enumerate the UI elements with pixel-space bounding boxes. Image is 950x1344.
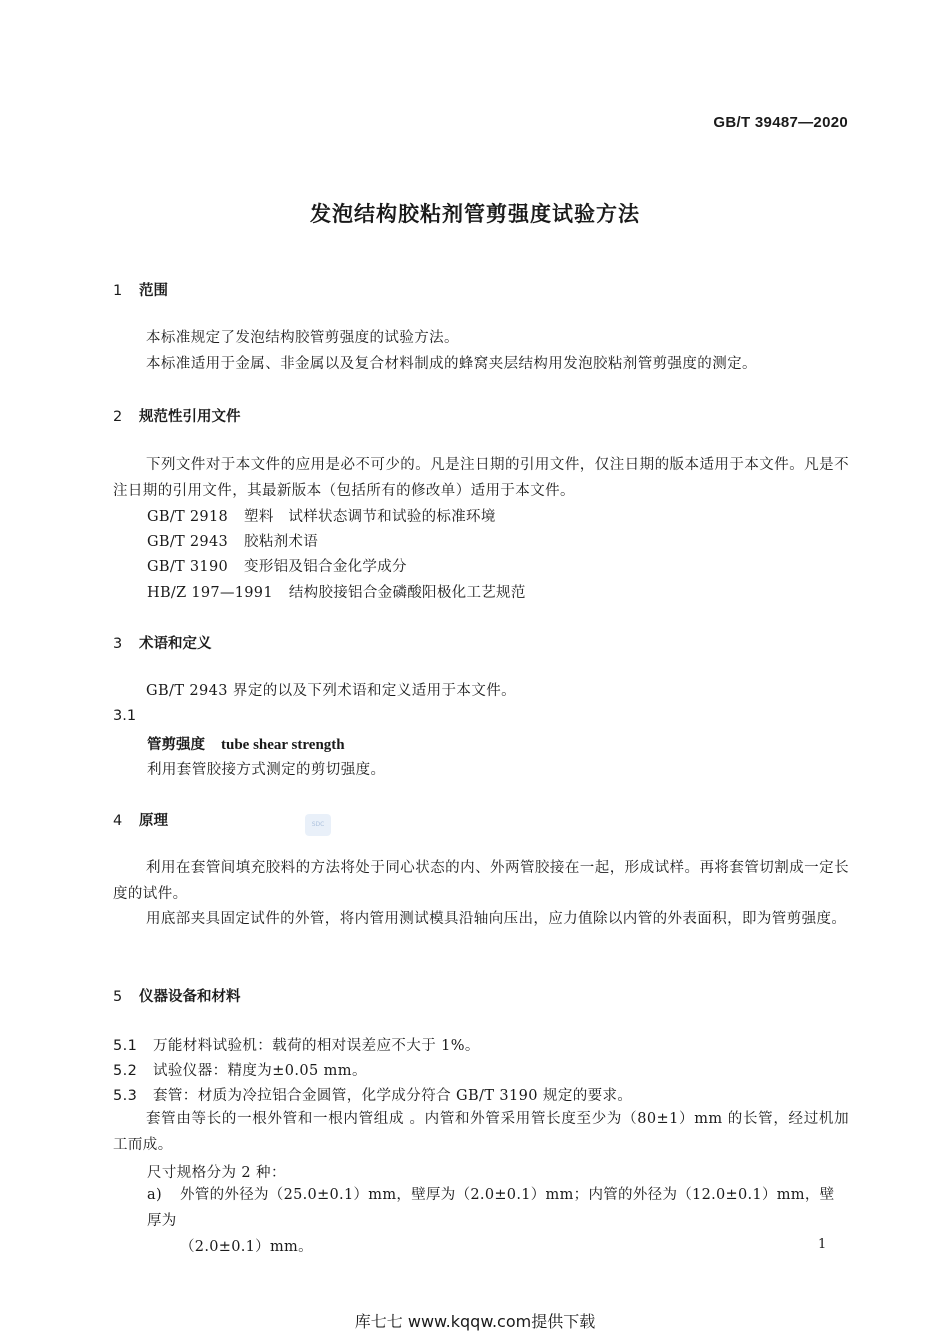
section-3-heading <box>113 632 212 653</box>
list-item-a <box>147 1182 849 1260</box>
section-4-paragraph-1: 利用在套管间填充胶料的方法将处于同心状态的内、外两管胶接在一起，形成试样。再将套管切割成一定长度的试件。 <box>113 860 849 902</box>
section-number: 1 <box>113 283 123 299</box>
section-2-heading <box>113 405 241 426</box>
clause-number: 5.2 <box>113 1063 138 1079</box>
download-footer: 库七七 www.kqqw.com提供下载 <box>354 1312 596 1331</box>
list-text-line-1: 外管的外径为（25.0±0.1）mm，壁厚为（2.0±0.1）mm；内管的外径为（12.0±0.1）mm，壁厚为 <box>147 1187 835 1229</box>
section-title: 仪器设备和材料 <box>139 989 241 1005</box>
section-3-intro: GB/T 2943 界定的以及下列术语和定义适用于本文件。 <box>146 683 517 699</box>
clause-text: 试验仪器：精度为±0.05 mm。 <box>153 1063 367 1079</box>
clause-text: 套管：材质为冷拉铝合金圆管，化学成分符合 GB/T 3190 规定的要求。 <box>153 1088 633 1104</box>
reference-item <box>147 581 526 602</box>
section-number: 2 <box>113 409 123 425</box>
reference-item <box>147 530 318 551</box>
section-2-intro: 下列文件对于本文件的应用是必不可少的。凡是注日期的引用文件，仅注日期的版本适用于本文件。凡是不注日期的引用文件，其最新版本（包括所有的修改单）适用于本文件。 <box>113 457 849 499</box>
reference-title: 胶粘剂术语 <box>244 534 319 550</box>
section-title: 术语和定义 <box>139 636 212 652</box>
clause-5-1 <box>113 1034 480 1055</box>
section-number: 5 <box>113 989 123 1005</box>
section-5-heading <box>113 985 241 1006</box>
reference-code: GB/T 3190 <box>147 559 229 575</box>
reference-code: GB/T 2918 <box>147 509 229 525</box>
section-4-paragraph-2: 用底部夹具固定试件的外管，将内管用测试模具沿轴向压出，应力值除以内管的外表面积，即为管剪强度。 <box>146 911 847 927</box>
section-1-paragraph-2: 本标准适用于金属、非金属以及复合材料制成的蜂窝夹层结构用发泡胶粘剂管剪强度的测定。 <box>146 356 757 372</box>
watermark-logo: SDC <box>305 814 331 836</box>
clause-number: 5.1 <box>113 1038 138 1054</box>
clause-5-3 <box>113 1084 632 1105</box>
reference-code: HB/Z 197—1991 <box>147 585 273 601</box>
section-number: 3 <box>113 636 123 652</box>
reference-item <box>147 505 496 526</box>
term-heading <box>147 733 345 754</box>
term-chinese: 管剪强度 <box>147 737 205 753</box>
reference-item <box>147 555 407 576</box>
term-english: tube shear strength <box>221 737 345 753</box>
section-4-heading <box>113 809 168 830</box>
reference-title: 塑料 试样状态调节和试验的标准环境 <box>244 509 496 525</box>
standard-code: GB/T 39487—2020 <box>713 114 848 131</box>
reference-code: GB/T 2943 <box>147 534 229 550</box>
reference-title: 变形铝及铝合金化学成分 <box>244 559 407 575</box>
page-number: 1 <box>818 1237 827 1252</box>
reference-title: 结构胶接铝合金磷酸阳极化工艺规范 <box>288 585 526 601</box>
clause-number: 5.3 <box>113 1088 138 1104</box>
section-title: 原理 <box>139 813 168 829</box>
size-intro: 尺寸规格分为 2 种： <box>147 1165 286 1181</box>
document-title: 发泡结构胶粘剂管剪强度试验方法 <box>310 202 640 226</box>
section-title: 规范性引用文件 <box>139 409 241 425</box>
term-definition: 利用套管胶接方式测定的剪切强度。 <box>147 762 386 778</box>
clause-text: 万能材料试验机：载荷的相对误差应不大于 1%。 <box>153 1038 480 1054</box>
section-1-paragraph-1: 本标准规定了发泡结构胶管剪强度的试验方法。 <box>146 330 459 346</box>
section-number: 4 <box>113 813 123 829</box>
list-marker: a) <box>147 1187 162 1203</box>
section-1-heading <box>113 279 168 300</box>
tube-description: 套管由等长的一根外管和一根内管组成 。内管和外管采用管长度至少为（80±1）mm 的长管，经过机加工而成。 <box>113 1111 849 1153</box>
clause-5-2 <box>113 1059 367 1080</box>
section-title: 范围 <box>139 283 168 299</box>
term-number: 3.1 <box>113 708 137 724</box>
list-text-line-2: （2.0±0.1）mm。 <box>180 1239 313 1255</box>
